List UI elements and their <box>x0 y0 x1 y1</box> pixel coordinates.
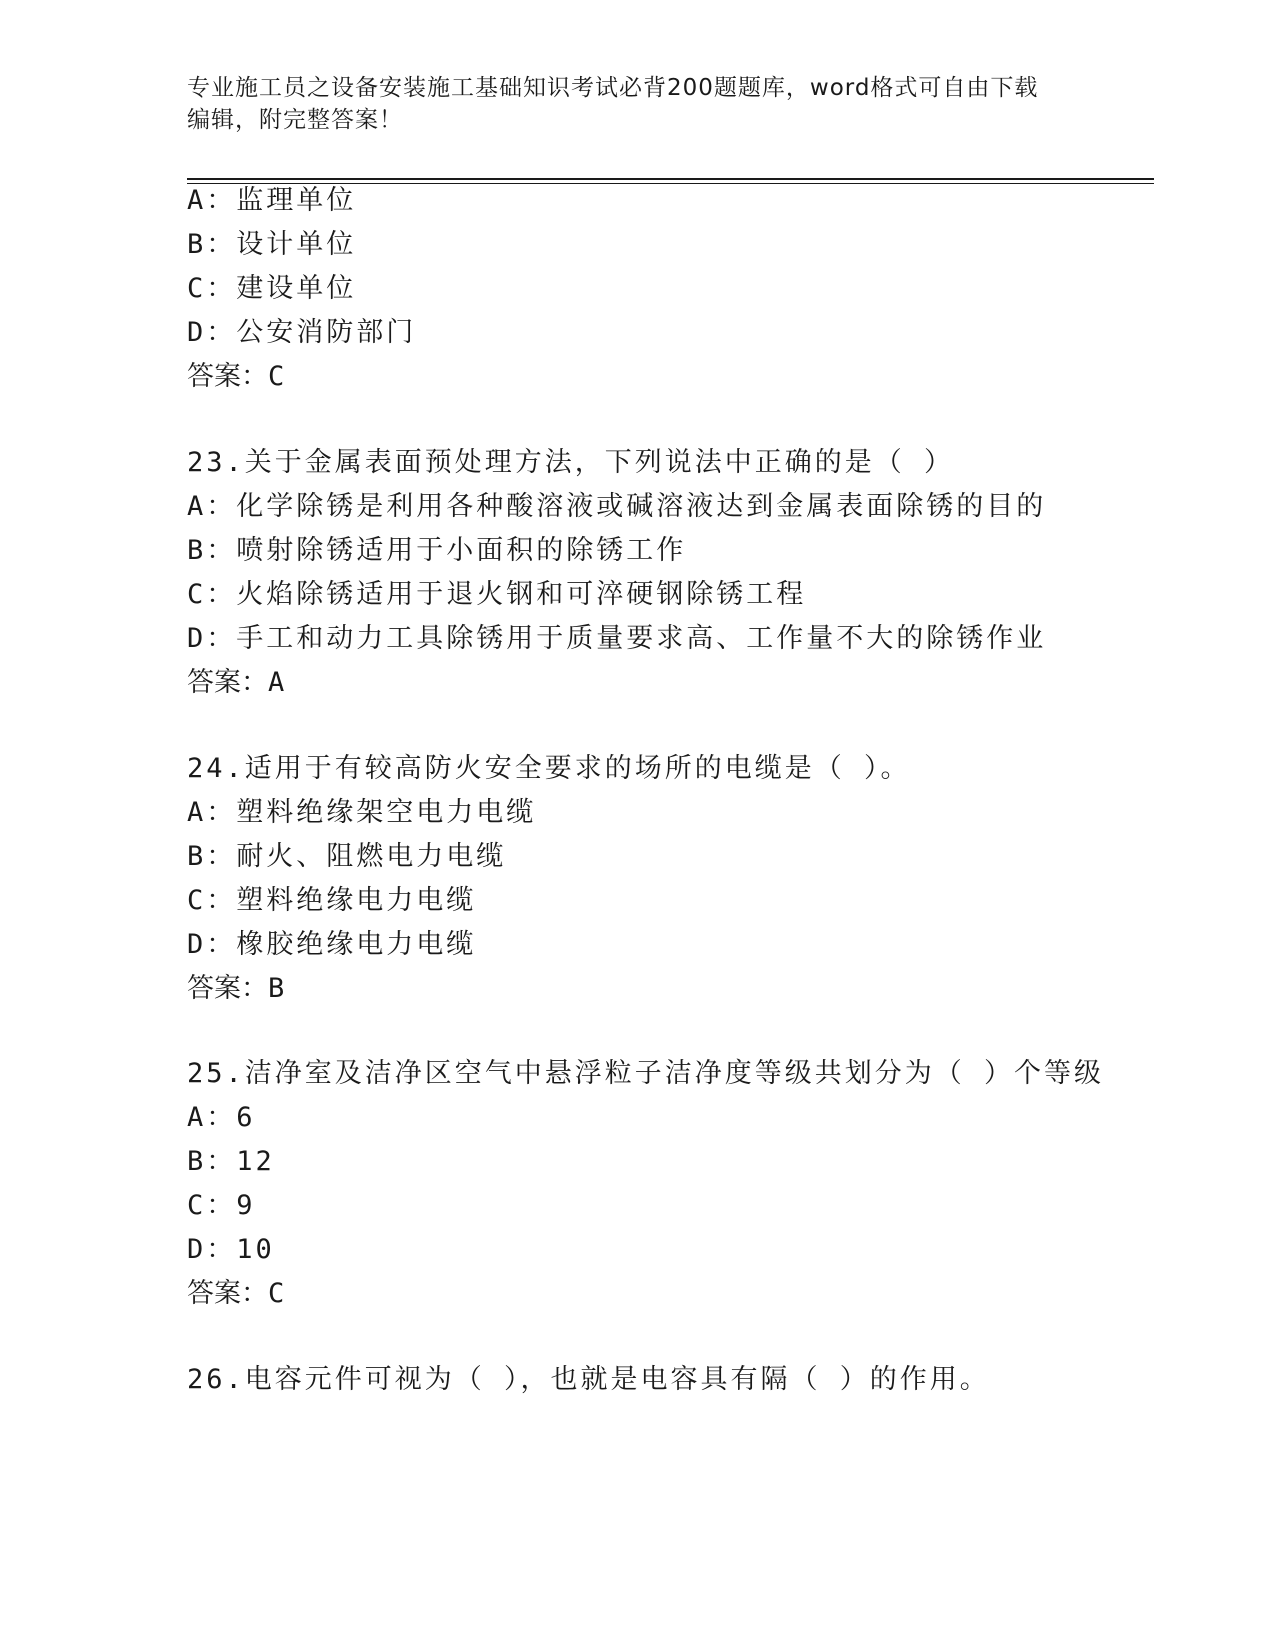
q25-stem: 25.洁净室及洁净区空气中悬浮粒子洁净度等级共划分为（ ）个等级 <box>187 1058 1105 1089</box>
q23-answer-label: 答案： <box>187 667 268 698</box>
q24-answer <box>187 972 284 1006</box>
q23-option-b: B：喷射除锈适用于小面积的除锈工作 <box>187 535 687 566</box>
q23-stem: 23.关于金属表面预处理方法，下列说法中正确的是（ ） <box>187 447 955 478</box>
q23-option-c: C：火焰除锈适用于退火钢和可淬硬钢除锈工程 <box>187 579 807 610</box>
q25-option-b: B：12 <box>187 1146 275 1177</box>
q22-option-d: D：公安消防部门 <box>187 317 417 348</box>
q25-answer-label: 答案： <box>187 1278 268 1309</box>
q22-answer-label: 答案： <box>187 361 268 392</box>
q25-answer <box>187 1277 284 1311</box>
q23-option-a: A：化学除锈是利用各种酸溶液或碱溶液达到金属表面除锈的目的 <box>187 491 1047 522</box>
q24-option-a: A：塑料绝缘架空电力电缆 <box>187 797 537 828</box>
q25-option-a: A：6 <box>187 1102 256 1133</box>
header-line-1: 专业施工员之设备安装施工基础知识考试必背200题题库，word格式可自由下载 <box>187 75 1039 101</box>
q22-answer <box>187 360 284 394</box>
q25-option-d: D：10 <box>187 1234 275 1265</box>
q25-option-c: C：9 <box>187 1190 256 1221</box>
header-divider-thick <box>187 178 1154 180</box>
q24-option-d: D：橡胶绝缘电力电缆 <box>187 929 477 960</box>
q24-stem: 24.适用于有较高防火安全要求的场所的电缆是（ ）。 <box>187 753 911 784</box>
q24-option-c: C：塑料绝缘电力电缆 <box>187 885 477 916</box>
q22-answer-value: C <box>268 361 285 392</box>
q23-answer-value: A <box>268 667 285 698</box>
q24-answer-label: 答案： <box>187 973 268 1004</box>
q22-option-c: C：建设单位 <box>187 273 357 304</box>
q24-option-b: B：耐火、阻燃电力电缆 <box>187 841 507 872</box>
q22-option-b: B：设计单位 <box>187 229 357 260</box>
q25-answer-value: C <box>268 1278 285 1309</box>
q24-answer-value: B <box>268 973 285 1004</box>
q23-option-d: D：手工和动力工具除锈用于质量要求高、工作量不大的除锈作业 <box>187 623 1047 654</box>
header-line-2: 编辑，附完整答案！ <box>187 107 403 133</box>
document-header <box>187 72 1087 136</box>
q23-answer <box>187 666 284 700</box>
q26-stem: 26.电容元件可视为（ ），也就是电容具有隔（ ）的作用。 <box>187 1364 990 1395</box>
q22-option-a: A：监理单位 <box>187 185 357 216</box>
